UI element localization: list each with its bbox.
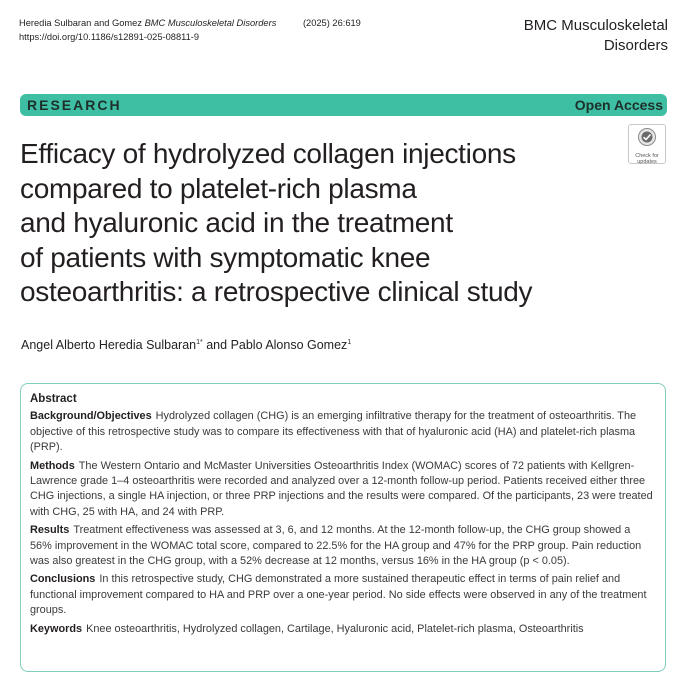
citation-journal: BMC Musculoskeletal Disorders [144,18,277,28]
abstract-section-title: Conclusions [30,573,96,586]
abstract-box [20,383,666,672]
abstract-section-title: Background/Objectives [30,410,152,423]
abstract-section-text: In this retrospective study, CHG demonstrated a more sustained therapeutic effect in terms of pain relief and functional improvement compared to HA and PRP over a one-year period. No side effects were observed in any of the treatment groups. [30,573,647,617]
title-line: Efficacy of hydrolyzed collagen injections [20,138,516,169]
author-joiner: and [202,338,231,352]
citation-line [19,16,361,30]
article-title [20,137,620,310]
citation-authors: Heredia Sulbaran and Gomez [19,18,142,28]
abstract-section-text: Treatment effectiveness was assessed at 3, 6, and 12 months. At the 12-month follow-up, the CHG group showed a 56% improvement in the WOMAC total score, compared to 22.5% for the HA group and 47% for the PRP group. Pain reduction was also greatest in the CHG group, with a 52% decrease at 12 months, versus 16% in the HA group (p < 0.05). [30,524,642,568]
keywords-title: Keywords [30,622,83,635]
check-for-updates-label [629,153,665,165]
author-list [21,338,351,352]
check-for-updates-line1: Check for [635,153,659,159]
abstract-section [30,459,655,521]
article-type-label: RESEARCH [27,97,122,113]
title-line: compared to platelet-rich plasma [20,172,417,204]
abstract-section-text: The Western Ontario and McMaster Universities Osteoarthritis Index (WOMAC) scores of 72 patients with Kellgren-Lawrence grade 1–4 osteoarthritis were recorded and analyzed over a 12-month follow-up period. Patients received either three CHG injections, a single HA injection, or three PRP injections and the results were compared. Of the participants, 23 were treated with CHG, 25 with HA, and 24 with PRP. [30,459,653,518]
abstract-section-title: Results [30,524,70,537]
author-affiliation-mark: 1 [347,338,352,346]
abstract-heading: Abstract [30,393,77,405]
keywords-text: Knee osteoarthritis, Hydrolyzed collagen, Cartilage, Hyaluronic acid, Platelet-rich plasma, Osteoarthritis [86,622,584,635]
doi-link[interactable]: https://doi.org/10.1186/s12891-025-08811-9 [19,32,200,42]
author-affiliation-mark: 1* [196,338,203,346]
citation-header [19,16,361,44]
journal-name-header [524,16,668,56]
abstract-section-title: Methods [30,459,75,472]
abstract-section [30,572,655,618]
check-for-updates-line2: updates [637,159,657,165]
article-type-banner [20,94,667,116]
journal-name-line2: Disorders [603,37,668,54]
journal-name-line1: BMC Musculoskeletal [523,17,668,34]
check-for-updates-badge[interactable] [628,124,666,164]
abstract-section-text: Hydrolyzed collagen (CHG) is an emerging infiltrative therapy for the treatment of osteoarthritis. The objective of this retrospective study was to compare its effectiveness with that of hyaluronic acid (HA) and platelet-rich plasma (PRP). [30,410,637,454]
title-line: of patients with symptomatic knee [20,241,431,273]
citation-year-volume: (2025) 26:619 [302,18,361,28]
author-name[interactable]: Angel Alberto Heredia Sulbaran [21,338,197,352]
check-for-updates-icon [637,127,657,147]
open-access-label: Open Access [574,97,663,113]
abstract-section [30,523,655,569]
title-line: osteoarthritis: a retrospective clinical study [20,276,533,307]
abstract-section [30,409,655,455]
author-name[interactable]: Pablo Alonso Gomez [230,338,348,352]
title-line: and hyaluronic acid in the treatment [20,207,453,238]
abstract-section [30,622,655,637]
